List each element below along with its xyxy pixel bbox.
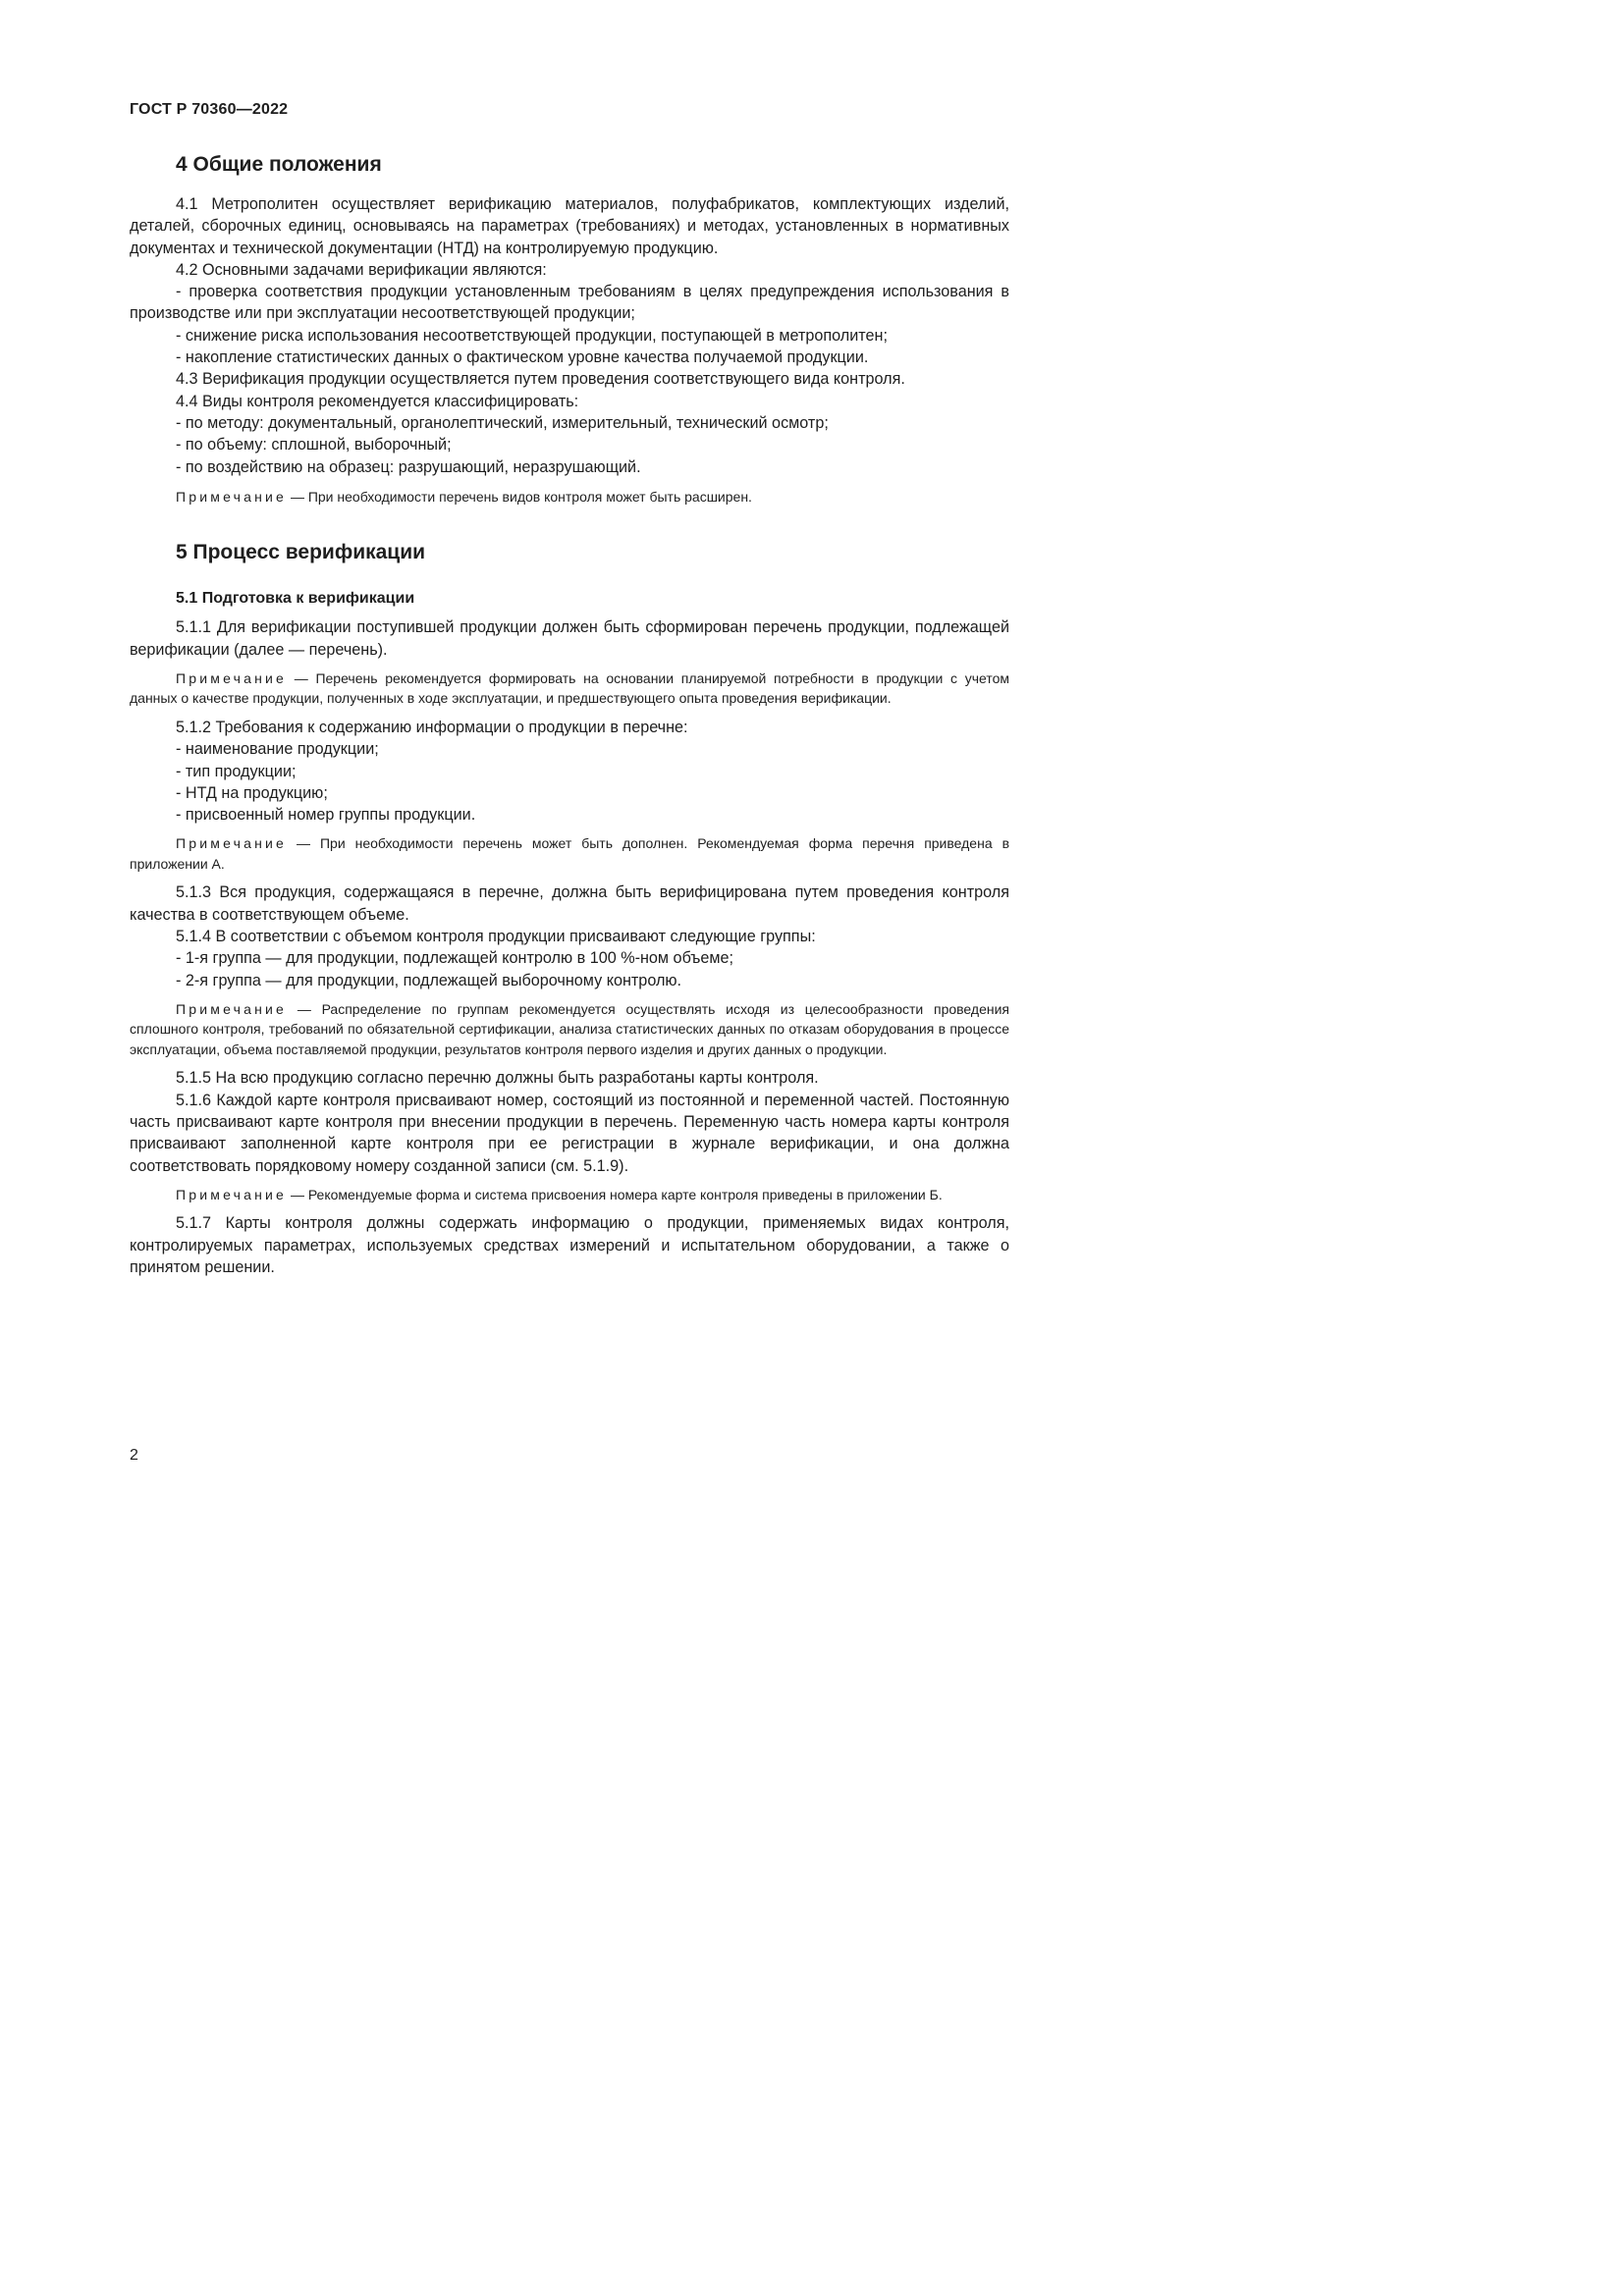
section-5-title: 5 Процесс верификации	[176, 541, 426, 564]
note	[130, 999, 1009, 1060]
page-number: 2	[130, 1447, 138, 1464]
list-item: - 1-я группа — для продукции, подлежащей контролю в 100 %-ном объеме;	[176, 949, 734, 968]
paragraph-5-1-7: 5.1.7 Карты контроля должны содержать информацию о продукции, применяемых видах контроля, контролируемых параметрах, используемых средствах измерений и испытательном оборудовании, а также о принятом решении.	[130, 1214, 1009, 1276]
note-text: — Распределение по группам рекомендуется осуществлять исходя из целесообразности проведения сплошного контроля, требований по обязательной сертификации, анализа статистических данных по отказам оборудования в процессе эксплуатации, объема поставляемой продукции, результатов контроля первого изделия и других данных о продукции.	[130, 1000, 1010, 1057]
note-label: Примечание	[176, 835, 288, 852]
paragraph-5-1-1: 5.1.1 Для верификации поступившей продукции должен быть сформирован перечень продукции, подлежащей верификации (далее — перечень).	[130, 618, 1009, 659]
list-item: - по воздействию на образец: разрушающий, неразрушающий.	[176, 457, 641, 476]
note	[130, 487, 1009, 507]
note-text: — При необходимости перечень видов контроля может быть расширен.	[290, 488, 752, 505]
note-text: — При необходимости перечень может быть дополнен. Рекомендуемая форма перечня приведена в приложении А.	[130, 835, 1010, 872]
paragraph-5-1-2: 5.1.2 Требования к содержанию информации о продукции в перечне:	[176, 718, 688, 736]
paragraph-4-3: 4.3 Верификация продукции осуществляется путем проведения соответствующего вида контроля.	[176, 370, 905, 389]
list-item: - тип продукции;	[176, 762, 297, 780]
note-text: — Перечень рекомендуется формировать на основании планируемой потребности в продукции с учетом данных о качестве продукции, полученных в ходе эксплуатации, и предшествующего опыта проведения верификации.	[130, 669, 1009, 707]
document-header: ГОСТ Р 70360—2022	[130, 101, 289, 118]
note-text: — Рекомендуемые форма и система присвоения номера карте контроля приведены в приложении Б.	[290, 1186, 943, 1202]
note-label: Примечание	[176, 669, 288, 686]
list-item: - НТД на продукцию;	[176, 783, 328, 802]
paragraph-5-1-3: 5.1.3 Вся продукция, содержащаяся в перечне, должна быть верифицирована путем проведения контроля качества в соответствующем объеме.	[130, 883, 1009, 924]
list-item: - по объему: сплошной, выборочный;	[176, 436, 452, 454]
document-body	[130, 152, 1009, 1278]
list-item: - по методу: документальный, органолептический, измерительный, технический осмотр;	[176, 413, 829, 432]
list-item: - 2-я группа — для продукции, подлежащей выборочному контролю.	[176, 971, 682, 989]
section-4-title: 4 Общие положения	[176, 153, 382, 176]
note-label: Примечание	[176, 1186, 288, 1202]
note	[130, 668, 1009, 709]
document-page	[0, 0, 1080, 1527]
note-label: Примечание	[176, 488, 288, 505]
list-item: - наименование продукции;	[176, 740, 379, 759]
paragraph-5-1-6: 5.1.6 Каждой карте контроля присваивают номер, состоящий из постоянной и переменной частей. Постоянную часть присваивают карте контроля при внесении продукции в перечень. Переменную часть номера карты контроля присваивают заполненной карте контроля при ее регистрации в журнале верификации, и она должна соответствовать порядковому номеру созданной записи (см. 5.1.9).	[130, 1091, 1009, 1175]
paragraph-5-1-5: 5.1.5 На всю продукцию согласно перечню должны быть разработаны карты контроля.	[176, 1069, 819, 1088]
list-item: - проверка соответствия продукции установленным требованиям в целях предупреждения использования в производстве или при эксплуатации несоответствующей продукции;	[130, 283, 1009, 323]
note-label: Примечание	[176, 1000, 288, 1017]
note	[130, 833, 1009, 874]
list-item: - снижение риска использования несоответствующей продукции, поступающей в метрополитен;	[176, 326, 888, 345]
paragraph-4-2: 4.2 Основными задачами верификации являются:	[176, 260, 547, 279]
note	[130, 1185, 1009, 1205]
list-item: - накопление статистических данных о фактическом уровне качества получаемой продукции.	[176, 348, 869, 367]
list-item: - присвоенный номер группы продукции.	[176, 806, 476, 825]
subsection-5-1-title: 5.1 Подготовка к верификации	[176, 590, 415, 608]
paragraph-4-1: 4.1 Метрополитен осуществляет верификацию материалов, полуфабрикатов, комплектующих изделий, деталей, сборочных единиц, основываясь на параметрах (требованиях) и методах, установленных в нормативных документах и технической документации (НТД) на контролируемую продукцию.	[130, 195, 1009, 257]
paragraph-4-4: 4.4 Виды контроля рекомендуется классифицировать:	[176, 392, 579, 410]
paragraph-5-1-4: 5.1.4 В соответствии с объемом контроля продукции присваивают следующие группы:	[176, 928, 816, 946]
